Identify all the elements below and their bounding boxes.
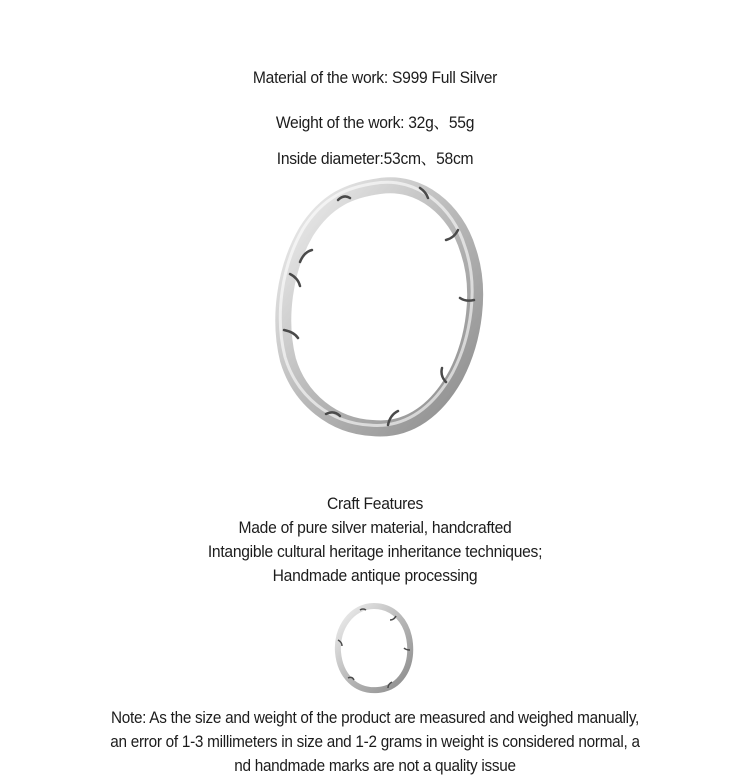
bangle-image-large	[260, 170, 500, 450]
spec-weight: Weight of the work: 32g、55g	[275, 113, 475, 132]
note-line: nd handmade marks are not a quality issue	[234, 756, 516, 775]
craft-features	[30, 492, 720, 588]
craft-line: Intangible cultural heritage inheritance techniques;	[207, 542, 543, 561]
craft-title: Craft Features	[326, 494, 424, 513]
bangle-image-small	[330, 600, 416, 696]
craft-line: Made of pure silver material, handcrafted	[238, 518, 512, 537]
spec-material: Material of the work: S999 Full Silver	[252, 68, 498, 87]
disclaimer-note	[38, 706, 713, 778]
note-line: Note: As the size and weight of the product are measured and weighed manually,	[110, 708, 640, 727]
craft-line: Handmade antique processing	[272, 566, 478, 585]
spec-diameter: Inside diameter:53cm、58cm	[276, 149, 474, 168]
note-line: an error of 1-3 millimeters in size and 1-2 grams in weight is considered normal, a	[110, 732, 640, 751]
